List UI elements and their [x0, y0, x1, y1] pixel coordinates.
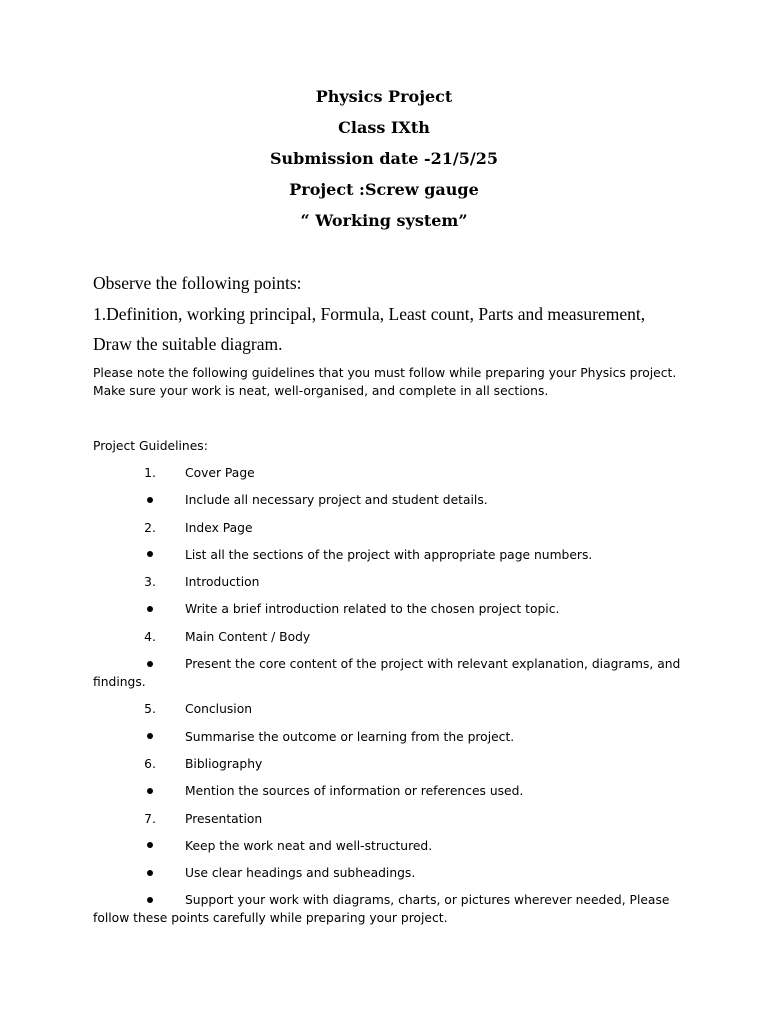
submission-date: Submission date -21/5/25 — [269, 149, 499, 168]
list-item — [93, 728, 673, 755]
list-item — [93, 573, 673, 600]
bullet-icon — [140, 891, 160, 909]
list-item-text-continued: findings. — [93, 675, 146, 690]
observe-point-1: 1.Definition, working principal, Formula, Least count, Parts and measurement, — [93, 303, 646, 324]
guidelines-list — [93, 464, 681, 937]
list-item — [93, 546, 673, 573]
list-item-text: Bibliography — [185, 756, 263, 771]
list-item-text: Main Content / Body — [185, 629, 311, 644]
observe-point-1-continued: Draw the suitable diagram. — [93, 334, 283, 354]
list-item — [93, 755, 673, 782]
intro-line: Please note the following guidelines that you must follow while preparing your Physics project. — [93, 366, 677, 380]
list-item-text: List all the sections of the project with appropriate page numbers. — [185, 547, 593, 562]
list-item-text: Mention the sources of information or references used. — [185, 784, 524, 799]
list-item-text-continued: follow these points carefully while preparing your project. — [93, 911, 448, 926]
project-topic: Project :Screw gauge — [289, 180, 479, 199]
list-item-text: Write a brief introduction related to the chosen project topic. — [185, 602, 560, 617]
list-item-text: Conclusion — [185, 702, 253, 717]
list-number: 3. — [144, 575, 156, 590]
bullet-icon — [140, 655, 160, 673]
bullet-dot-icon — [147, 733, 153, 739]
bullet-icon — [140, 837, 160, 855]
list-item — [93, 655, 681, 700]
list-number: 5. — [144, 702, 156, 717]
list-item-text: Introduction — [185, 575, 260, 590]
intro-line: Make sure your work is neat, well-organised, and complete in all sections. — [93, 384, 549, 398]
list-number: 7. — [144, 811, 156, 826]
list-item — [93, 837, 673, 864]
bullet-dot-icon — [147, 842, 153, 848]
list-item-text: Index Page — [185, 520, 253, 535]
list-item-text: Present the core content of the project with relevant explanation, diagrams, and — [185, 657, 681, 672]
list-item — [93, 519, 673, 546]
list-item — [93, 782, 673, 809]
list-number: 6. — [144, 756, 156, 771]
list-item — [93, 628, 673, 655]
list-item-text: Keep the work neat and well-structured. — [185, 838, 433, 853]
list-item — [93, 810, 673, 837]
project-subtitle: “ Working system” — [300, 211, 468, 230]
class-label: Class IXth — [338, 118, 430, 137]
list-item-text: Include all necessary project and student details. — [185, 493, 488, 508]
bullet-dot-icon — [147, 551, 153, 557]
list-item — [93, 891, 673, 936]
bullet-dot-icon — [147, 870, 153, 876]
bullet-icon — [140, 864, 160, 882]
guidelines-heading: Project Guidelines: — [93, 439, 208, 453]
intro-paragraph — [93, 364, 677, 400]
bullet-icon — [140, 782, 160, 800]
bullet-icon — [140, 600, 160, 618]
list-item — [93, 491, 673, 518]
list-item-text: Summarise the outcome or learning from the project. — [185, 729, 515, 744]
observe-heading: Observe the following points: — [93, 273, 302, 293]
list-number: 2. — [144, 520, 156, 535]
list-item — [93, 600, 673, 627]
list-number: 1. — [144, 466, 156, 480]
list-item-text: Presentation — [185, 811, 263, 826]
list-item — [93, 864, 673, 891]
bullet-icon — [140, 546, 160, 564]
list-item — [93, 464, 673, 491]
observe-section — [93, 270, 693, 362]
list-item-text: Cover Page — [185, 466, 255, 480]
list-item-text: Use clear headings and subheadings. — [185, 866, 416, 881]
bullet-icon — [140, 491, 160, 509]
bullet-dot-icon — [147, 661, 153, 667]
bullet-dot-icon — [147, 788, 153, 794]
title-block — [0, 85, 768, 240]
project-title: Physics Project — [315, 87, 453, 106]
list-item-text: Support your work with diagrams, charts, or pictures wherever needed, Please — [185, 893, 670, 908]
bullet-icon — [140, 728, 160, 746]
list-item — [93, 700, 673, 727]
bullet-dot-icon — [147, 497, 153, 503]
bullet-dot-icon — [147, 606, 153, 612]
bullet-dot-icon — [147, 897, 153, 903]
list-number: 4. — [144, 629, 156, 644]
